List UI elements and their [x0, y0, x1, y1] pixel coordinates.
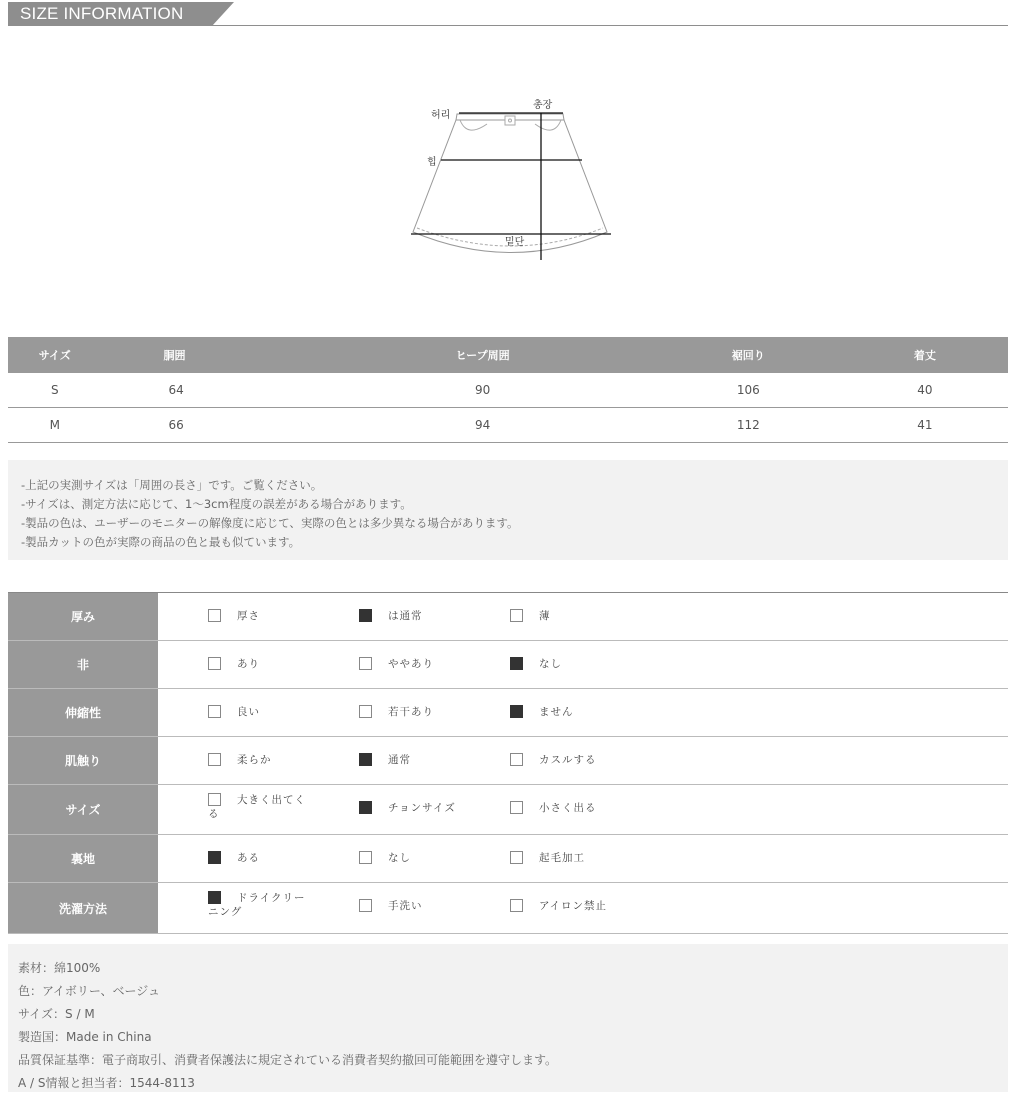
option-label: 大きく出てく [237, 794, 306, 806]
option-label: は通常 [388, 610, 423, 622]
checkbox-checked[interactable] [208, 891, 221, 904]
option-label-wrap: ニング [208, 906, 243, 918]
attribute-option[interactable] [208, 753, 348, 785]
size-table [8, 337, 1008, 443]
attribute-option[interactable] [208, 891, 348, 923]
option-label: 小さく出る [539, 802, 597, 814]
option-label: 厚さ [237, 610, 260, 622]
cell-size: M [8, 408, 102, 443]
attribute-option[interactable] [359, 609, 499, 641]
attribute-row [8, 883, 1008, 934]
header-waist: 胴囲 [102, 337, 311, 373]
cell-length: 40 [842, 373, 1008, 408]
checkbox-unchecked[interactable] [359, 851, 372, 864]
section-title: SIZE INFORMATION [20, 4, 184, 23]
checkbox-checked[interactable] [510, 657, 523, 670]
attribute-option[interactable] [359, 657, 499, 689]
info-material: 素材：綿100% [18, 961, 101, 975]
attribute-row [8, 641, 1008, 689]
option-label: なし [539, 658, 562, 670]
checkbox-checked[interactable] [208, 851, 221, 864]
attribute-row [8, 593, 1008, 641]
option-label: 手洗い [388, 900, 423, 912]
info-contact: A / S情報と担当者：1544-8113 [18, 1076, 195, 1090]
option-label: ある [237, 852, 260, 864]
info-quality: 品質保証基準：電子商取引、消費者保護法に規定されている消費者契約撤回可能範囲を遵守します。 [18, 1053, 558, 1067]
checkbox-unchecked[interactable] [208, 657, 221, 670]
checkbox-unchecked[interactable] [510, 899, 523, 912]
size-table-header [8, 337, 1008, 373]
attribute-label: 裏地 [8, 835, 158, 882]
attribute-option[interactable] [510, 899, 650, 931]
attribute-option[interactable] [510, 753, 650, 785]
waist-label: 허리 [431, 110, 451, 121]
checkbox-unchecked[interactable] [510, 753, 523, 766]
note-item: -製品の色は、ユーザーのモニターの解像度に応じて、実際の色とは多少異なる場合があります。 [21, 516, 519, 530]
info-color: 色：アイボリー、ベージュ [18, 984, 160, 998]
option-label: カスルする [539, 754, 597, 766]
checkbox-unchecked[interactable] [208, 753, 221, 766]
checkbox-unchecked[interactable] [510, 851, 523, 864]
attribute-option[interactable] [510, 609, 650, 641]
attribute-option[interactable] [359, 801, 499, 833]
attribute-option[interactable] [359, 705, 499, 737]
hip-label: 힙 [427, 157, 437, 168]
header-length: 着丈 [842, 337, 1008, 373]
attribute-option[interactable] [208, 705, 348, 737]
checkbox-unchecked[interactable] [359, 657, 372, 670]
option-label: なし [388, 852, 411, 864]
checkbox-unchecked[interactable] [510, 609, 523, 622]
attribute-option[interactable] [208, 793, 348, 825]
table-row [8, 373, 1008, 408]
checkbox-unchecked[interactable] [359, 899, 372, 912]
attribute-label: 伸縮性 [8, 689, 158, 736]
attribute-label: 非 [8, 641, 158, 688]
option-label: ません [539, 706, 574, 718]
checkbox-unchecked[interactable] [208, 609, 221, 622]
attribute-option[interactable] [510, 851, 650, 883]
attribute-label: 洗濯方法 [8, 883, 158, 933]
attribute-row [8, 689, 1008, 737]
skirt-diagram [405, 96, 620, 271]
header-divider [8, 25, 1008, 26]
product-info [8, 944, 1008, 1092]
note-item: -上記の実測サイズは「周囲の長さ」です。ご覧ください。 [21, 478, 323, 492]
attribute-label: サイズ [8, 785, 158, 834]
length-label: 총장 [533, 100, 553, 111]
checkbox-checked[interactable] [359, 609, 372, 622]
option-label: あり [237, 658, 260, 670]
attribute-option[interactable] [208, 609, 348, 641]
option-label: 良い [237, 706, 260, 718]
checkbox-unchecked[interactable] [510, 801, 523, 814]
note-item: -サイズは、測定方法に応じて、1〜3cm程度の誤差がある場合があります。 [21, 497, 412, 511]
cell-size: S [8, 373, 102, 408]
attribute-label: 厚み [8, 593, 158, 640]
table-row [8, 408, 1008, 443]
checkbox-unchecked[interactable] [208, 705, 221, 718]
attribute-row [8, 835, 1008, 883]
option-label-wrap: る [208, 808, 220, 820]
cell-waist: 64 [102, 373, 311, 408]
cell-hem: 106 [655, 373, 842, 408]
attribute-option[interactable] [510, 801, 650, 833]
option-label: 通常 [388, 754, 411, 766]
attribute-option[interactable] [208, 657, 348, 689]
attribute-option[interactable] [359, 899, 499, 931]
option-label: ややあり [388, 658, 434, 670]
header-hip: ヒープ周囲 [311, 337, 655, 373]
option-label: 起毛加工 [539, 852, 585, 864]
hem-label: 밑단 [505, 237, 525, 248]
checkbox-checked[interactable] [359, 753, 372, 766]
cell-length: 41 [842, 408, 1008, 443]
attribute-option[interactable] [510, 657, 650, 689]
attribute-row [8, 785, 1008, 835]
cell-hem: 112 [655, 408, 842, 443]
info-size: サイズ：S / M [18, 1007, 95, 1021]
attribute-row [8, 737, 1008, 785]
option-label: チョンサイズ [388, 802, 456, 814]
attribute-option[interactable] [510, 705, 650, 737]
cell-waist: 66 [102, 408, 311, 443]
header-hem: 裾回り [655, 337, 842, 373]
cell-hip: 90 [311, 373, 655, 408]
checkbox-unchecked[interactable] [359, 705, 372, 718]
cell-hip: 94 [311, 408, 655, 443]
header-size: サイズ [8, 337, 102, 373]
checkbox-checked[interactable] [359, 801, 372, 814]
attribute-label: 肌触り [8, 737, 158, 784]
attribute-grid [8, 592, 1008, 934]
section-header [8, 0, 1008, 27]
attribute-option[interactable] [208, 851, 348, 883]
attribute-option[interactable] [359, 851, 499, 883]
option-label: アイロン禁止 [539, 900, 608, 912]
size-notes [8, 460, 1008, 560]
header-tab-slant [212, 2, 234, 26]
checkbox-unchecked[interactable] [208, 793, 221, 806]
checkbox-checked[interactable] [510, 705, 523, 718]
option-label: 若干あり [388, 706, 434, 718]
note-item: -製品カットの色が実際の商品の色と最も似ています。 [21, 535, 301, 549]
attribute-option[interactable] [359, 753, 499, 785]
option-label: ドライクリー [237, 892, 306, 904]
option-label: 薄 [539, 610, 551, 622]
option-label: 柔らか [237, 754, 272, 766]
info-origin: 製造国：Made in China [18, 1030, 152, 1044]
